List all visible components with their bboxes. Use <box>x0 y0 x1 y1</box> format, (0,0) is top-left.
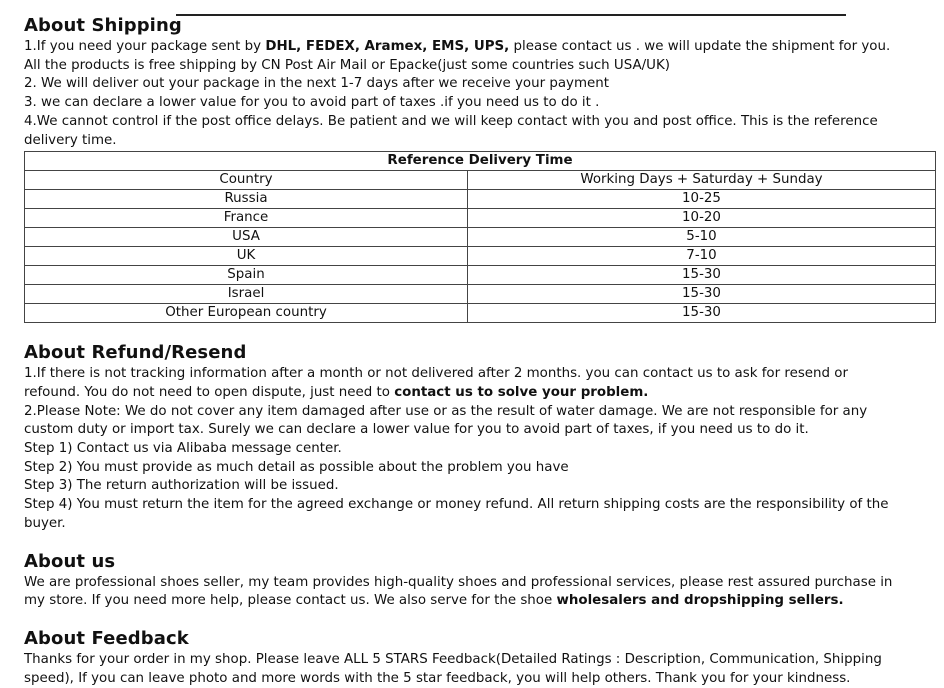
table-row <box>25 247 936 266</box>
shipping-line-1-tail: please contact us . we will update the shipment for you. <box>509 39 891 54</box>
refund-section <box>24 341 936 533</box>
country-cell: Israel <box>25 285 468 304</box>
header-country: Country <box>25 171 468 190</box>
shipping-line-3: 2. We will deliver out your package in the next 1-7 days after we receive your payment <box>24 76 609 92</box>
refund-step-1: Step 1) Contact us via Alibaba message center. <box>24 441 342 457</box>
country-cell: France <box>25 209 468 228</box>
days-cell: 15-30 <box>468 304 936 323</box>
shipping-section <box>24 14 936 323</box>
feedback-section <box>24 627 936 688</box>
carrier-list: DHL, FEDEX, Aramex, EMS, UPS, <box>265 39 510 54</box>
wholesale-emphasis: wholesalers and dropshipping sellers. <box>556 593 844 609</box>
shipping-line-5: 4.We cannot control if the post office delays. Be patient and we will keep contact with you and post office. This is the reference <box>24 113 878 129</box>
shipping-line-1-text: 1.If you need your package sent by <box>24 39 266 54</box>
shipping-line-1 <box>24 38 936 57</box>
days-cell: 5-10 <box>468 228 936 247</box>
refund-title: About Refund/Resend <box>24 342 247 364</box>
shipping-line-6: delivery time. <box>24 132 117 148</box>
days-cell: 15-30 <box>468 266 936 285</box>
about-line-1: We are professional shoes seller, my team provides high-quality shoes and professional services, please rest assured purchase in <box>24 574 893 590</box>
table-header-row <box>25 171 936 190</box>
country-cell: Spain <box>25 266 468 285</box>
feedback-line-2: speed), If you can leave photo and more words with the 5 star feedback, you will help others. Thank you for your kindness. <box>24 670 851 686</box>
country-cell: USA <box>25 228 468 247</box>
table-row <box>25 304 936 323</box>
country-cell: Russia <box>25 190 468 209</box>
contact-emphasis: contact us to solve your problem. <box>394 384 649 400</box>
country-cell: Other European country <box>25 304 468 323</box>
refund-line-2 <box>24 384 936 403</box>
table-caption: Reference Delivery Time <box>25 152 936 171</box>
delivery-time-table <box>24 151 936 323</box>
table-row <box>25 266 936 285</box>
policy-document <box>24 14 936 688</box>
about-title: About us <box>24 550 116 572</box>
table-row <box>25 228 936 247</box>
refund-step-2: Step 2) You must provide as much detail as possible about the problem you have <box>24 459 569 475</box>
days-cell: 10-25 <box>468 190 936 209</box>
about-line-2 <box>24 592 936 611</box>
refund-line-2-text: refound. You do not need to open dispute, just need to <box>24 384 395 400</box>
about-line-2-text: my store. If you need more help, please contact us. We also serve for the shoe <box>24 593 557 609</box>
country-cell: UK <box>25 247 468 266</box>
shipping-line-4: 3. we can declare a lower value for you to avoid part of taxes .if you need us to do it . <box>24 95 600 111</box>
days-cell: 15-30 <box>468 285 936 304</box>
shipping-line-2: All the products is free shipping by CN Post Air Mail or Epacke(just some countries such USA/UK) <box>24 57 670 73</box>
refund-step-4-cont: buyer. <box>24 515 66 531</box>
days-cell: 7-10 <box>468 247 936 266</box>
table-row <box>25 209 936 228</box>
refund-step-3: Step 3) The return authorization will be issued. <box>24 478 339 494</box>
feedback-title: About Feedback <box>24 627 189 649</box>
refund-line-3: 2.Please Note: We do not cover any item damaged after use or as the result of water damage. We are not responsible for any <box>24 403 868 419</box>
table-row <box>25 190 936 209</box>
header-working-days: Working Days + Saturday + Sunday <box>468 171 936 190</box>
days-cell: 10-20 <box>468 209 936 228</box>
refund-line-1: 1.If there is not tracking information after a month or not delivered after 2 months. you can contact us to ask for resend or <box>24 366 848 382</box>
table-caption-row <box>25 152 936 171</box>
about-section <box>24 550 936 611</box>
refund-step-4: Step 4) You must return the item for the agreed exchange or money refund. All return shipping costs are the responsibility of the <box>24 497 889 513</box>
refund-line-4: custom duty or import tax. Surely we can declare a lower value for you to avoid part of taxes, if you need us to do it. <box>24 422 809 438</box>
shipping-title: About Shipping <box>24 15 182 36</box>
feedback-line-1: Thanks for your order in my shop. Please leave ALL 5 STARS Feedback(Detailed Ratings : Description, Communication, Shipping <box>24 651 882 667</box>
table-row <box>25 285 936 304</box>
